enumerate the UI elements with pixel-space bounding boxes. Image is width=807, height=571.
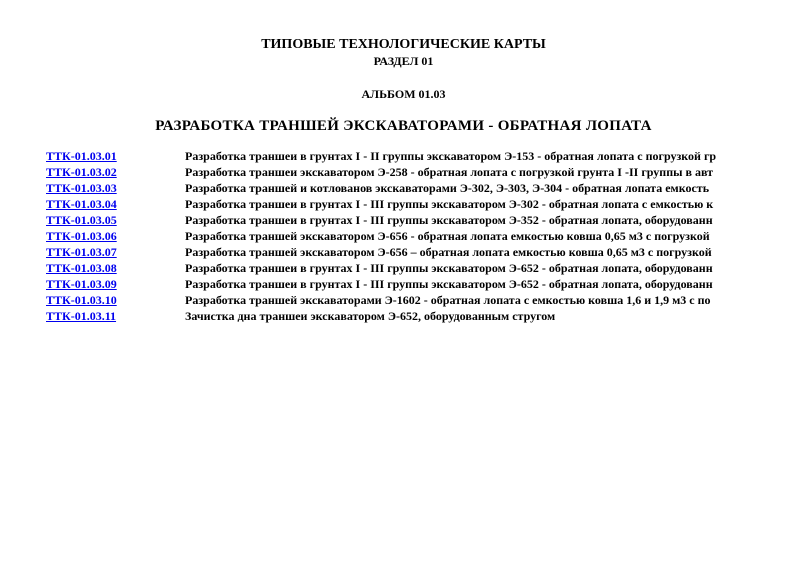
toc-row [46,228,772,244]
table-of-contents [46,148,772,324]
toc-title: Разработка траншеи в грунтах I - III группы экскаватором Э-302 - обратная лопата с емкостью к [185,197,714,211]
toc-row [46,164,772,180]
toc-title: Разработка траншеи в грунтах I - III группы экскаватором Э-352 - обратная лопата, оборудованн [185,213,713,227]
toc-row [46,308,772,324]
toc-title: Разработка траншей экскаватором Э-656 - обратная лопата емкостью ковша 0,65 м3 с погрузкой [185,229,710,243]
toc-link[interactable]: ТТК-01.03.07 [46,245,117,259]
toc-link[interactable]: ТТК-01.03.06 [46,229,117,243]
toc-link[interactable]: ТТК-01.03.03 [46,181,117,195]
toc-link[interactable]: ТТК-01.03.04 [46,197,117,211]
toc-row [46,148,772,164]
toc-link[interactable]: ТТК-01.03.09 [46,277,117,291]
toc-title: Разработка траншеи в грунтах I - III группы экскаватором Э-652 - обратная лопата, оборудованн [185,277,713,291]
toc-title: Разработка траншей экскаваторами Э-1602 - обратная лопата с емкостью ковша 1,6 и 1,9 м3 с по [185,293,711,307]
toc-link[interactable]: ТТК-01.03.08 [46,261,117,275]
toc-link[interactable]: ТТК-01.03.05 [46,213,117,227]
toc-row [46,292,772,308]
toc-link[interactable]: ТТК-01.03.11 [46,309,117,323]
toc-title: Разработка траншеи в грунтах I - II группы экскаватором Э-153 - обратная лопата с погрузкой гр [185,149,717,163]
toc-row [46,196,772,212]
toc-row [46,276,772,292]
toc-row [46,244,772,260]
document-title: ТИПОВЫЕ ТЕХНОЛОГИЧЕСКИЕ КАРТЫ [261,37,546,52]
subject-heading: РАЗРАБОТКА ТРАНШЕЙ ЭКСКАВАТОРАМИ - ОБРАТНАЯ ЛОПАТА [155,118,652,134]
toc-title: Разработка траншеи в грунтах I - III группы экскаватором Э-652 - обратная лопата, оборудованн [185,261,713,275]
section-heading: РАЗДЕЛ 01 [373,54,434,68]
toc-link[interactable]: ТТК-01.03.02 [46,165,117,179]
toc-row [46,212,772,228]
toc-title: Разработка траншей и котлованов экскаваторами Э-302, Э-303, Э-304 - обратная лопата емкость [185,181,710,195]
toc-row [46,260,772,276]
toc-title: Разработка траншеи экскаватором Э-258 - обратная лопата с погрузкой грунта I -II группы в авт [185,165,714,179]
toc-link[interactable]: ТТК-01.03.01 [46,149,117,163]
toc-row [46,180,772,196]
toc-link[interactable]: ТТК-01.03.10 [46,293,117,307]
toc-title: Разработка траншей экскаватором Э-656 – обратная лопата емкостью ковша 0,65 м3 с погрузкой [185,245,712,259]
toc-title: Зачистка дна траншеи экскаватором Э-652, оборудованным стругом [185,309,556,323]
album-heading: АЛЬБОМ 01.03 [361,87,446,101]
